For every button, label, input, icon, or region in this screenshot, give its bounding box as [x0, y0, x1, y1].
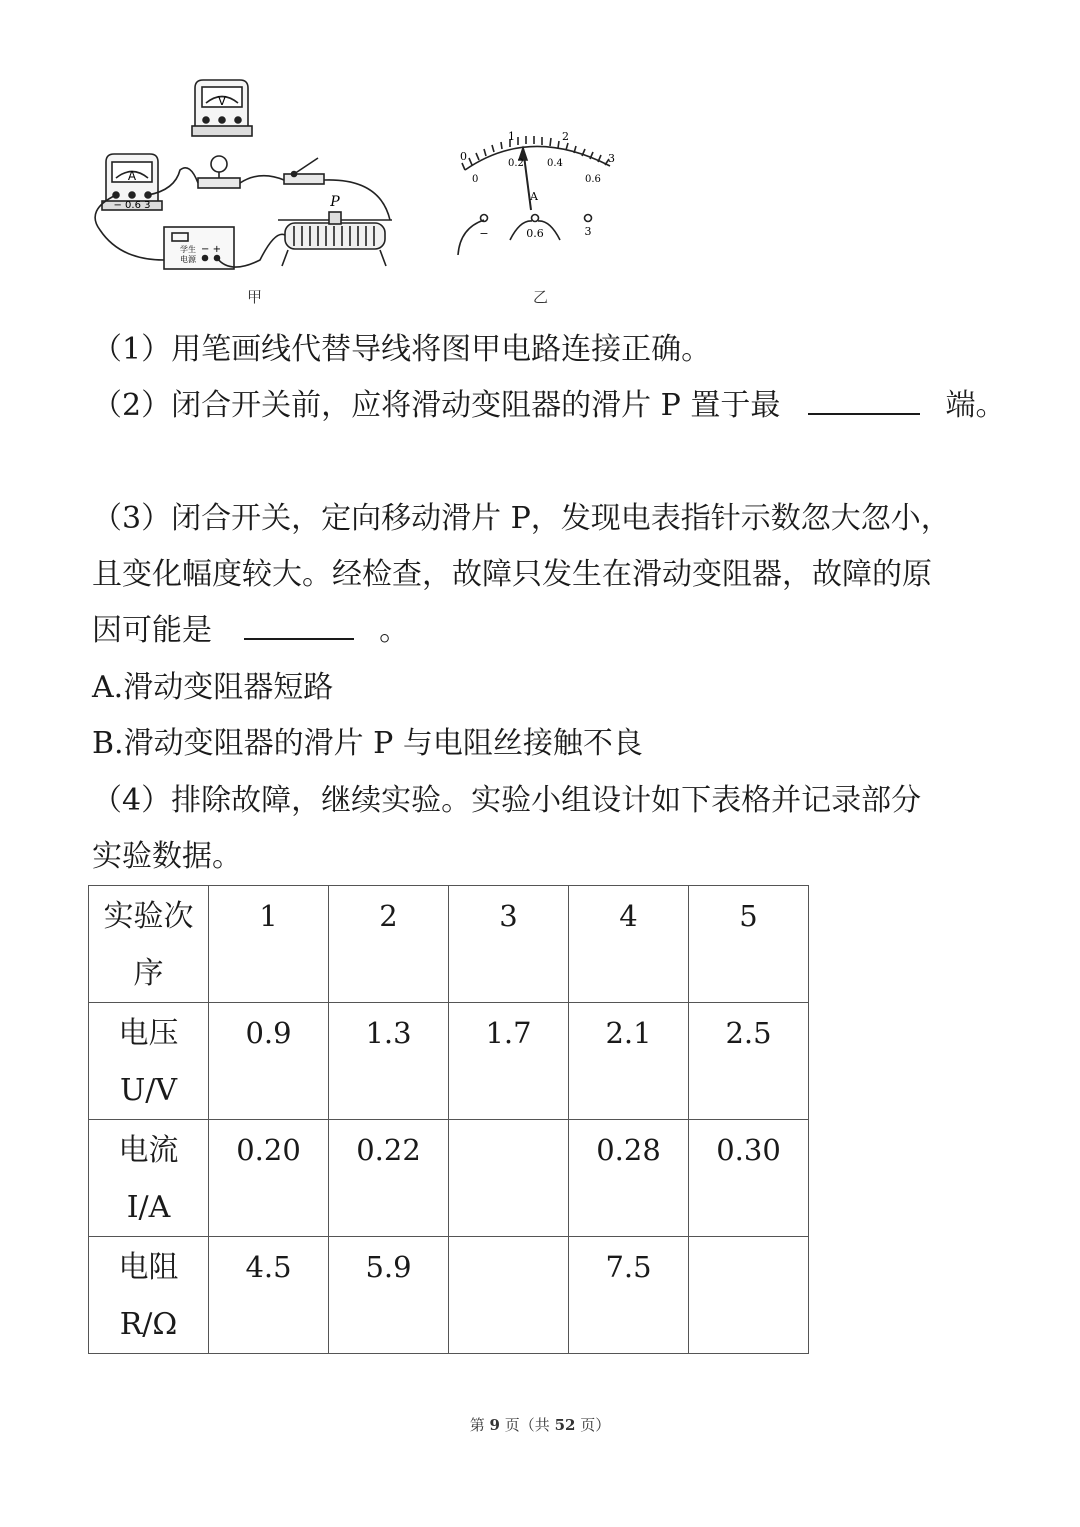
- table-row: [89, 1120, 809, 1237]
- dial-bottom-tick-0: 0: [472, 174, 479, 185]
- table-cell: 1: [209, 886, 329, 1003]
- question-3-line-1: （3）闭合开关，定向移动滑片 P，发现电表指针示数忽大忽小，: [92, 501, 951, 536]
- row-header: [89, 1237, 209, 1354]
- row-header-line-2: U/V: [119, 1073, 178, 1108]
- rheostat-icon: [278, 212, 392, 266]
- row-header: [89, 886, 209, 1003]
- page-footer: [0, 1414, 1080, 1435]
- row-header-line-2: I/A: [126, 1190, 171, 1225]
- power-label-2: 电源: [180, 255, 196, 264]
- question-2-tail: 端。: [945, 388, 1006, 423]
- data-table: [88, 885, 809, 1354]
- row-header-line-1: 电流: [118, 1133, 179, 1168]
- table-cell: 4: [569, 886, 689, 1003]
- table-cell: [449, 1237, 569, 1354]
- figure-label-yi: 乙: [533, 288, 549, 306]
- question-4-line-1: （4）排除故障，继续实验。实验小组设计如下表格并记录部分: [92, 783, 922, 818]
- voltmeter-icon: [192, 80, 252, 136]
- question-3-text: 因可能是: [92, 613, 212, 648]
- power-terminals: − +: [201, 244, 221, 255]
- table-cell: 5.9: [329, 1237, 449, 1354]
- dial-terminal-minus: −: [479, 227, 489, 240]
- dial-top-tick-3: 3: [608, 152, 615, 165]
- table-cell: 4.5: [209, 1237, 329, 1354]
- table-row: [89, 1237, 809, 1354]
- table-cell: [449, 1120, 569, 1237]
- dial-top-tick-0: 0: [460, 150, 467, 163]
- row-header-line-1: 电阻: [118, 1250, 179, 1285]
- question-4-line-2: 实验数据。: [92, 839, 242, 874]
- dial-top-tick-1: 1: [508, 130, 515, 143]
- circuit-figure: [80, 70, 640, 315]
- row-header: [89, 1003, 209, 1120]
- row-header-line-2: 序: [133, 956, 164, 991]
- footer-prefix: 第: [469, 1416, 485, 1434]
- question-2: [92, 378, 1005, 434]
- table-cell: [689, 1237, 809, 1354]
- voltmeter-symbol: V: [217, 94, 227, 108]
- row-header-line-1: 电压: [118, 1016, 179, 1051]
- answer-blank-3[interactable]: [244, 606, 354, 640]
- power-supply-icon: [164, 227, 234, 269]
- answer-blank-2[interactable]: [808, 381, 920, 415]
- dial-unit: A: [530, 190, 538, 203]
- dial-top-tick-2: 2: [562, 130, 569, 143]
- row-header-line-2: R/Ω: [119, 1307, 178, 1342]
- table-cell: 0.22: [329, 1120, 449, 1237]
- ammeter-terminals: − 0.6 3: [113, 200, 151, 211]
- table-cell: 0.28: [569, 1120, 689, 1237]
- dial-terminal-0-6: 0.6: [526, 227, 544, 240]
- table-cell: 2.5: [689, 1003, 809, 1120]
- table-cell: 0.20: [209, 1120, 329, 1237]
- switch-icon: [284, 158, 324, 184]
- slider-label: P: [330, 194, 340, 210]
- row-header: [89, 1120, 209, 1237]
- table-cell: 1.3: [329, 1003, 449, 1120]
- table-cell: 2.1: [569, 1003, 689, 1120]
- option-a: A.滑动变阻器短路: [92, 670, 334, 705]
- question-2-text: （2）闭合开关前，应将滑动变阻器的滑片 P 置于最: [92, 388, 781, 423]
- table-cell: 0.30: [689, 1120, 809, 1237]
- table-cell: 3: [449, 886, 569, 1003]
- question-3-line-3: [92, 603, 409, 659]
- table-row: [89, 886, 809, 1003]
- table-cell: 1.7: [449, 1003, 569, 1120]
- question-1: （1）用笔画线代替导线将图甲电路连接正确。: [92, 332, 712, 367]
- dial-bottom-tick-1: 0.2: [508, 158, 524, 169]
- row-header-line-1: 实验次: [103, 899, 194, 934]
- table-row: [89, 1003, 809, 1120]
- bulb-icon: [198, 156, 240, 188]
- dial-terminal-3: 3: [584, 225, 592, 238]
- option-b: B.滑动变阻器的滑片 P 与电阻丝接触不良: [92, 726, 643, 761]
- total-pages: 52: [554, 1416, 576, 1434]
- footer-middle: 页（共: [504, 1416, 550, 1434]
- page-number: 9: [489, 1416, 500, 1434]
- question-3-tail: 。: [379, 613, 410, 648]
- table-cell: 5: [689, 886, 809, 1003]
- table-cell: 0.9: [209, 1003, 329, 1120]
- power-label-1: 学生: [180, 245, 196, 254]
- ammeter-symbol: A: [127, 169, 137, 183]
- figure-label-jia: 甲: [247, 288, 263, 306]
- footer-suffix: 页）: [580, 1416, 611, 1434]
- dial-bottom-tick-2: 0.4: [547, 158, 563, 169]
- question-3-line-2: 且变化幅度较大。经检查，故障只发生在滑动变阻器，故障的原: [92, 557, 932, 592]
- table-cell: 7.5: [569, 1237, 689, 1354]
- table-cell: 2: [329, 886, 449, 1003]
- dial-bottom-tick-3: 0.6: [585, 174, 601, 185]
